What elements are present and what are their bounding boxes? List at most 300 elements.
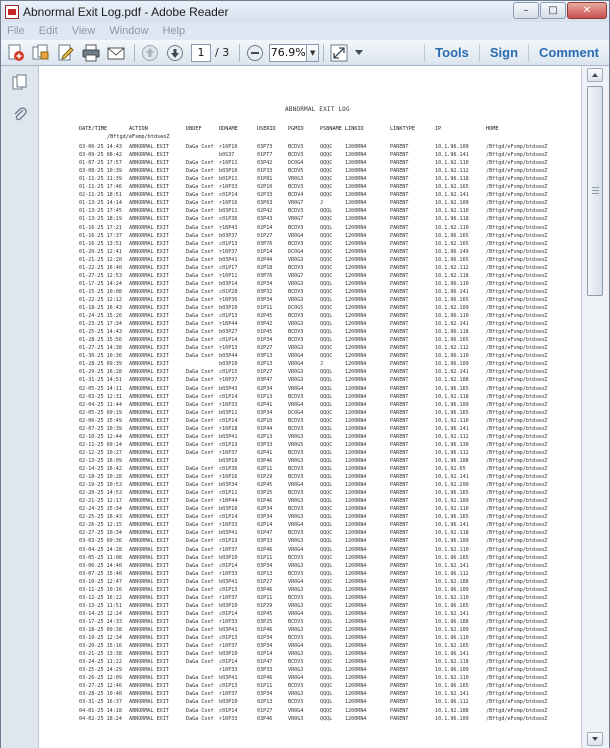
table-cell: DaGa Conf xyxy=(186,699,214,706)
table-cell: 03-06-25 14:40 xyxy=(79,562,122,569)
table-cell: 02P13 xyxy=(257,361,273,368)
table-cell: QQQL xyxy=(320,313,333,320)
table-cell: 1200RN4 xyxy=(345,329,367,336)
table-cell: QQQC xyxy=(320,441,333,448)
comment-pane-button[interactable]: Comment xyxy=(528,44,609,62)
previous-page-icon[interactable] xyxy=(139,42,161,64)
table-cell: 10.1.96.141 xyxy=(435,288,469,295)
table-cell: 02P45 xyxy=(257,482,273,489)
table-cell: ABNORMAL EXIT xyxy=(129,232,169,239)
minimize-button[interactable]: – xyxy=(513,2,539,19)
table-cell: b03P10 xyxy=(219,554,238,561)
table-cell: /Bftgd/eFsmp/btdseoZ xyxy=(486,691,548,698)
table-cell: /Bftgd/eFsmp/btdseoZ xyxy=(486,417,548,424)
table-cell: QQQL xyxy=(320,337,333,344)
table-cell: ABNORMAL EXIT xyxy=(129,538,169,545)
table-cell: ABNORMAL EXIT xyxy=(129,667,169,674)
table-cell: /Bftgd/eFsmp/btdseoZ xyxy=(486,506,548,513)
table-cell: /Bftgd/eFsmp/btdseoZ xyxy=(486,715,548,722)
table-cell: /Bftgd/eFsmp/btdseoZ xyxy=(486,240,548,247)
table-cell: QQQC xyxy=(320,417,333,424)
table-cell: PARENT xyxy=(390,313,409,320)
table-cell: 03P73 xyxy=(257,144,273,150)
table-cell: QQQC xyxy=(320,176,333,183)
table-cell: 01P29 xyxy=(257,602,273,609)
table-cell: ABNORMAL EXIT xyxy=(129,208,169,215)
table-cell: 01P11 xyxy=(257,554,273,561)
table-cell: 1200RN4 xyxy=(345,578,367,585)
table-cell: ABNORMAL EXIT xyxy=(129,401,169,408)
table-cell: 10.1.92.141 xyxy=(435,691,469,698)
table-cell: 1200RN4 xyxy=(345,168,367,175)
table-cell: BCDV3 xyxy=(288,264,304,271)
table-cell: /Bftgd/eFsmp/btdseoZ xyxy=(486,667,548,674)
table-cell: PARENT xyxy=(390,514,409,521)
table-cell: VR0G3 xyxy=(288,280,304,287)
table-cell: 01-23-25 17:34 xyxy=(79,321,122,328)
table-cell: 1200RN4 xyxy=(345,498,367,505)
table-cell: ABNORMAL EXIT xyxy=(129,635,169,642)
table-cell: r10P44 xyxy=(219,321,238,328)
table-cell: 02-21-25 12:17 xyxy=(79,498,122,505)
table-cell: QQQC xyxy=(320,288,333,295)
table-cell: 1200RN4 xyxy=(345,280,367,287)
table-cell: 10.1.92.109 xyxy=(435,305,469,311)
table-cell: 1200RN4 xyxy=(345,232,367,239)
table-cell: ABNORMAL EXIT xyxy=(129,482,169,489)
table-cell: QQQL xyxy=(320,562,333,569)
table-cell: c01P13 xyxy=(219,240,238,247)
table-cell: BCDV3 xyxy=(288,152,304,159)
table-cell: 10.1.96.109 xyxy=(435,667,469,674)
table-cell: 1200RN4 xyxy=(345,562,367,569)
table-cell: 1200RN4 xyxy=(345,264,367,271)
table-cell: 03P34 xyxy=(257,409,273,416)
window-title: Abnormal Exit Log.pdf - Adobe Reader xyxy=(23,4,229,19)
table-cell: 03-09-25 08:42 xyxy=(79,152,122,159)
table-cell: 01-22-25 12:12 xyxy=(79,296,122,303)
table-cell: 10.1.96.110 xyxy=(435,635,469,642)
table-cell: QQQC xyxy=(320,272,333,279)
table-cell: /Bftgd/eFsmp/btdseoZ xyxy=(486,168,548,175)
table-cell: /Bftgd/eFsmp/btdseoZ xyxy=(486,184,548,191)
table-cell: /Bftgd/eFsmp/btdseoZ xyxy=(486,353,548,360)
combine-files-icon[interactable] xyxy=(30,42,52,64)
table-cell: DaGa Conf xyxy=(186,417,214,424)
table-cell: 10.1.96.110 xyxy=(435,353,469,360)
table-cell: c01P13 xyxy=(219,313,238,320)
table-cell: 1200RN4 xyxy=(345,449,367,456)
table-cell: b01P11 xyxy=(219,176,238,183)
table-cell: 10.1.92.188 xyxy=(435,578,469,585)
table-cell: QQQL xyxy=(320,474,333,481)
table-cell: 02-26-25 12:15 xyxy=(79,522,122,529)
table-cell: DaGa Conf xyxy=(186,683,214,690)
table-cell: DaGa Conf xyxy=(186,369,214,376)
zoom-level-input[interactable]: 76.9% xyxy=(269,44,307,62)
table-cell: QQQC xyxy=(320,345,333,352)
table-cell: 03-28-25 10:40 xyxy=(79,691,122,698)
table-cell: 01P27 xyxy=(257,707,273,714)
table-cell: /Bftgd/eFsmp/btdseoZ xyxy=(486,337,548,344)
table-cell: ABNORMAL EXIT xyxy=(129,546,169,553)
table-cell: QQQL xyxy=(320,377,333,384)
column-header: DATE/TIME xyxy=(79,126,108,132)
table-cell: /Bftgd/eFsmp/btdseoZ xyxy=(486,152,548,159)
table-cell: 1200RN4 xyxy=(345,667,367,674)
table-cell: PARENT xyxy=(390,296,409,303)
table-cell: PARENT xyxy=(390,168,409,175)
table-cell: VR0G3 xyxy=(288,296,304,303)
table-cell: QQQC xyxy=(320,659,333,666)
table-cell: DaGa Conf xyxy=(186,578,214,585)
edit-document-icon[interactable] xyxy=(55,42,77,64)
table-cell: QQQL xyxy=(320,570,333,577)
table-cell: BCDV3 xyxy=(288,490,304,497)
table-cell: b03P41 xyxy=(219,578,238,585)
table-cell: ABNORMAL EXIT xyxy=(129,506,169,513)
table-cell: PARENT xyxy=(390,248,409,255)
table-cell: VR0G3 xyxy=(288,562,304,569)
table-cell: 10.1.96.165 xyxy=(435,683,469,690)
table-cell: 1200RN4 xyxy=(345,699,367,706)
table-cell: 01-16-25 13:51 xyxy=(79,240,122,247)
table-cell: 02P11 xyxy=(257,466,273,472)
table-cell: /Bftgd/eFsmp/btdseoZ xyxy=(486,256,548,263)
column-header: DDNAME xyxy=(219,126,238,132)
table-cell: 01-16-25 17:21 xyxy=(79,224,122,231)
menu-edit[interactable]: Edit xyxy=(38,25,58,37)
table-cell: 10.1.92.112 xyxy=(435,168,469,175)
table-cell: /Bftgd/eFsmp/btdseoZ xyxy=(486,313,548,320)
zoom-dropdown-chevron-icon[interactable]: ▼ xyxy=(307,44,319,62)
table-cell: /Bftgd/eFsmp/btdseoZ xyxy=(486,562,548,569)
table-cell: 1200RN4 xyxy=(345,602,367,609)
table-cell: 10.1.96.141 xyxy=(435,522,469,529)
menu-view[interactable]: View xyxy=(71,25,96,37)
table-cell: DaGa Conf xyxy=(186,586,214,593)
table-cell: c01P13 xyxy=(219,635,238,642)
table-cell: VR0G3 xyxy=(288,377,304,384)
table-cell: 1200RN4 xyxy=(345,240,367,247)
tools-pane-button[interactable]: Tools xyxy=(424,44,479,62)
table-cell: 1200RN4 xyxy=(345,417,367,424)
table-cell: PARENT xyxy=(390,482,409,489)
table-cell: /Bftgd/eFsmp/btdseoZ xyxy=(486,224,548,231)
table-cell: ABNORMAL EXIT xyxy=(129,361,169,368)
table-cell: QQQC xyxy=(320,168,333,175)
table-cell: b03P41 xyxy=(219,433,238,440)
table-cell: VR0G3 xyxy=(288,321,304,328)
table-cell: DaGa Conf xyxy=(186,345,214,352)
table-cell: ABNORMAL EXIT xyxy=(129,305,169,311)
table-cell: 1200RN4 xyxy=(345,675,367,682)
table-cell: VR0G4 xyxy=(288,707,304,714)
menu-file[interactable]: File xyxy=(7,25,25,37)
table-cell: 01P47 xyxy=(257,659,273,666)
table-cell: ABNORMAL EXIT xyxy=(129,474,169,481)
table-cell: 02-27-25 10:34 xyxy=(79,530,122,537)
scroll-down-arrow-icon[interactable] xyxy=(587,732,603,746)
table-cell: DaGa Conf xyxy=(186,176,214,183)
table-cell: ABNORMAL EXIT xyxy=(129,570,169,577)
table-cell: 01P13 xyxy=(257,393,273,400)
table-cell: 10.1.92.141 xyxy=(435,369,469,376)
table-cell: PARENT xyxy=(390,602,409,609)
table-cell: 02P45 xyxy=(257,313,273,320)
table-cell: 10.1.96.165 xyxy=(435,337,469,344)
table-cell: PARENT xyxy=(390,538,409,545)
table-cell: DaGa Conf xyxy=(186,232,214,239)
table-cell: PARENT xyxy=(390,425,409,432)
table-cell: DaGa Conf xyxy=(186,192,214,199)
table-cell: /Bftgd/eFsmp/btdseoZ xyxy=(486,482,548,489)
attachments-paperclip-icon[interactable] xyxy=(12,106,28,122)
table-cell: ABNORMAL EXIT xyxy=(129,514,169,521)
table-cell: ABNORMAL EXIT xyxy=(129,699,169,706)
table-cell: DaGa Conf xyxy=(186,208,214,215)
table-cell: DaGa Conf xyxy=(186,490,214,497)
table-cell: ABNORMAL EXIT xyxy=(129,449,169,456)
table-cell: 10.1.96.112 xyxy=(435,449,469,456)
table-cell: r10P33 xyxy=(219,522,238,529)
table-cell: DC0G4 xyxy=(288,160,304,167)
table-cell: VR0G3 xyxy=(288,691,304,698)
table-cell: BCDV3 xyxy=(288,554,304,561)
menu-window[interactable]: Window xyxy=(109,25,149,37)
table-cell: r10P33 xyxy=(219,618,238,625)
table-cell: 10.1.92.110 xyxy=(435,208,469,215)
table-cell: 1200RN4 xyxy=(345,651,367,658)
print-icon[interactable] xyxy=(80,42,102,64)
table-cell: ABNORMAL EXIT xyxy=(129,610,169,617)
table-cell: 02-12-25 10:27 xyxy=(79,449,122,456)
table-cell: DaGa Conf xyxy=(186,522,214,529)
table-cell: c01P28 xyxy=(219,288,238,295)
table-cell: r10P33 xyxy=(219,570,238,577)
table-cell: 10.1.96.165 xyxy=(435,296,469,303)
column-header: PSBNAME xyxy=(320,126,342,132)
table-cell: PARENT xyxy=(390,361,409,368)
table-cell: 01-13-25 14:14 xyxy=(79,200,122,207)
table-cell: QQQL xyxy=(320,715,333,722)
table-cell: ABNORMAL EXIT xyxy=(129,425,169,432)
table-cell: /Bftgd/eFsmp/btdseoZ xyxy=(486,305,548,311)
table-cell: PARENT xyxy=(390,522,409,529)
table-cell: /Bftgd/eFsmp/btdseoZ xyxy=(486,232,548,239)
table-cell: 02-14-25 16:42 xyxy=(79,466,122,472)
pdf-file-icon xyxy=(5,5,19,19)
table-cell: BCDV3 xyxy=(288,635,304,642)
table-cell: DaGa Conf xyxy=(186,377,214,384)
fit-page-icon[interactable] xyxy=(328,42,350,64)
table-cell: PARENT xyxy=(390,353,409,360)
table-cell: 1200RN4 xyxy=(345,409,367,416)
table-cell: 03P43 xyxy=(257,216,273,223)
table-cell: PARENT xyxy=(390,224,409,231)
table-cell: 01-11-25 11:39 xyxy=(79,176,122,183)
table-cell: QQQL xyxy=(320,675,333,682)
table-cell: PARENT xyxy=(390,449,409,456)
table-cell: b03P11 xyxy=(219,409,238,416)
table-cell: ABNORMAL EXIT xyxy=(129,498,169,505)
table-cell: QQQL xyxy=(320,208,333,215)
table-cell: 10.1.92.188 xyxy=(435,377,469,384)
email-icon[interactable] xyxy=(105,42,127,64)
table-cell: BCDV3 xyxy=(288,313,304,320)
table-cell: 1200RN4 xyxy=(345,554,367,561)
table-cell: 02P34 xyxy=(257,506,273,513)
table-cell: QQQC xyxy=(320,232,333,239)
table-cell: 1200RN4 xyxy=(345,313,367,320)
document-title: ABNORMAL EXIT LOG xyxy=(285,106,350,113)
table-cell: /Bftgd/eFsmp/btdseoZ xyxy=(486,618,548,625)
window-controls xyxy=(513,2,607,19)
table-cell: QQQL xyxy=(320,586,333,593)
table-cell: 02-10-25 12:44 xyxy=(79,433,122,440)
table-cell: 02P41 xyxy=(257,401,273,408)
table-cell: 01-28-25 15:56 xyxy=(79,337,122,344)
table-cell: PARENT xyxy=(390,675,409,682)
table-cell: ABNORMAL EXIT xyxy=(129,602,169,609)
table-cell: ABNORMAL EXIT xyxy=(129,224,169,231)
table-cell: QQQC xyxy=(320,353,333,360)
table-cell: DaGa Conf xyxy=(186,393,214,400)
zoom-out-icon[interactable] xyxy=(244,42,266,64)
table-cell: 10.1.92.110 xyxy=(435,506,469,513)
table-cell: 10.1.96.112 xyxy=(435,570,469,577)
table-cell: 02-18-25 10:28 xyxy=(79,474,122,481)
table-cell: 01PT7 xyxy=(257,152,273,159)
table-cell: /Bftgd/eFsmp/btdseoZ xyxy=(486,264,548,271)
table-cell: PARENT xyxy=(390,618,409,625)
table-cell: b03P10 xyxy=(219,457,238,464)
table-cell: QQQC xyxy=(320,144,333,150)
table-cell: 1200RN4 xyxy=(345,707,367,714)
table-cell: PARENT xyxy=(390,546,409,553)
table-cell: 10.1.92.141 xyxy=(435,192,469,199)
table-cell: PARENT xyxy=(390,393,409,400)
table-cell: 01-16-25 17:37 xyxy=(79,232,122,239)
table-cell: 1200RN4 xyxy=(345,305,367,311)
table-cell: QQQC xyxy=(320,264,333,271)
table-cell: ABNORMAL EXIT xyxy=(129,264,169,271)
table-cell: 02P10 xyxy=(257,184,273,191)
table-cell: QQQL xyxy=(320,667,333,674)
next-page-icon[interactable] xyxy=(164,42,186,64)
table-cell: 10.1.96.141 xyxy=(435,425,469,432)
table-cell: PARENT xyxy=(390,691,409,698)
table-cell: r10P33 xyxy=(219,401,238,408)
page-thumbnails-icon[interactable] xyxy=(12,74,28,90)
table-cell: 10.1.92.112 xyxy=(435,433,469,440)
table-cell: BCDV4 xyxy=(288,192,304,199)
table-cell: 1200RN4 xyxy=(345,377,367,384)
table-cell: b03P34 xyxy=(219,482,238,489)
table-cell: c01P17 xyxy=(219,264,238,271)
table-cell: c01P14 xyxy=(219,417,238,424)
table-cell: VR0G4 xyxy=(288,643,304,650)
table-cell: PARENT xyxy=(390,554,409,561)
table-cell: 02-11-25 09:14 xyxy=(79,441,122,448)
table-cell: ABNORMAL EXIT xyxy=(129,715,169,722)
table-cell: /Bftgd/eFsmp/btdseoZ xyxy=(486,490,548,497)
document-page xyxy=(39,66,581,748)
table-cell: /Bftgd/eFsmp/btdseoZ xyxy=(486,699,548,706)
maximize-button[interactable]: □ xyxy=(540,2,566,19)
table-cell: ABNORMAL EXIT xyxy=(129,200,169,207)
table-cell: QQQL xyxy=(320,449,333,456)
table-cell: 03-25-25 14:29 xyxy=(79,667,122,674)
table-cell: VR0G4 xyxy=(288,401,304,408)
table-cell: QQQL xyxy=(320,329,333,336)
table-cell: 01-21-25 12:20 xyxy=(79,256,122,263)
close-button[interactable]: ✕ xyxy=(567,2,607,19)
table-cell: PARENT xyxy=(390,288,409,295)
toolbar-options-chevron-icon[interactable] xyxy=(353,42,365,64)
table-cell: /Bftgd/eFsmp/btdseoZ xyxy=(486,651,548,658)
table-cell: 03P25 xyxy=(257,490,273,497)
table-cell: 02-03-25 12:31 xyxy=(79,393,122,400)
table-cell: /Bftgd/eFsmp/btdseoZ xyxy=(486,393,548,400)
table-cell: /Bftgd/eFsmp/btdseoZ xyxy=(486,602,548,609)
table-cell: 03-10-25 12:47 xyxy=(79,578,122,585)
table-cell: 02P46 xyxy=(257,675,273,682)
table-cell: 01-11-25 17:46 xyxy=(79,184,122,191)
table-cell: 1200RN4 xyxy=(345,474,367,481)
table-cell: r10P37 xyxy=(219,594,238,601)
table-cell: 1200RN4 xyxy=(345,296,367,303)
table-cell: DaGa Conf xyxy=(186,160,214,167)
table-cell: DaGa Conf xyxy=(186,562,214,569)
table-cell: 10.1.92.110 xyxy=(435,594,469,601)
table-cell: 01P81 xyxy=(257,176,273,183)
table-cell: PARENT xyxy=(390,441,409,448)
table-cell: ABNORMAL EXIT xyxy=(129,707,169,714)
table-cell: DaGa Conf xyxy=(186,627,214,633)
table-cell: 10.1.96.141 xyxy=(435,152,469,159)
scroll-up-arrow-icon[interactable] xyxy=(587,68,603,82)
table-cell: ABNORMAL EXIT xyxy=(129,643,169,650)
table-cell: 10.1.92.110 xyxy=(435,417,469,424)
table-cell: 02P10 xyxy=(257,417,273,424)
table-cell: 10.1.92.165 xyxy=(435,240,469,247)
table-cell: PARENT xyxy=(390,578,409,585)
table-cell: QQQL xyxy=(320,385,333,392)
table-cell: VR0G3 xyxy=(288,667,304,674)
table-cell: ABNORMAL EXIT xyxy=(129,594,169,601)
sign-pane-button[interactable]: Sign xyxy=(479,44,528,62)
table-cell: 10.1.96.165 xyxy=(435,385,469,392)
table-cell: 10.1.96.141 xyxy=(435,651,469,658)
vertical-scrollbar[interactable] xyxy=(581,66,609,748)
table-cell: DaGa Conf xyxy=(186,184,214,191)
table-cell: QQQC xyxy=(320,248,333,255)
table-cell: QQQC xyxy=(320,409,333,416)
page-number-input[interactable]: 1 xyxy=(191,44,211,62)
table-cell: BCDV5 xyxy=(288,168,304,175)
table-cell: 02-11-25 18:51 xyxy=(79,192,122,199)
table-cell: r10P10 xyxy=(219,144,238,150)
menu-help[interactable]: Help xyxy=(162,25,186,37)
table-cell: 10.1.96.149 xyxy=(435,248,469,255)
table-cell: BCDV3 xyxy=(288,184,304,191)
create-pdf-icon[interactable] xyxy=(5,42,27,64)
table-cell: PARENT xyxy=(390,466,409,472)
table-cell: QQQL xyxy=(320,433,333,440)
scrollbar-thumb[interactable] xyxy=(587,86,603,296)
table-cell: ABNORMAL EXIT xyxy=(129,433,169,440)
